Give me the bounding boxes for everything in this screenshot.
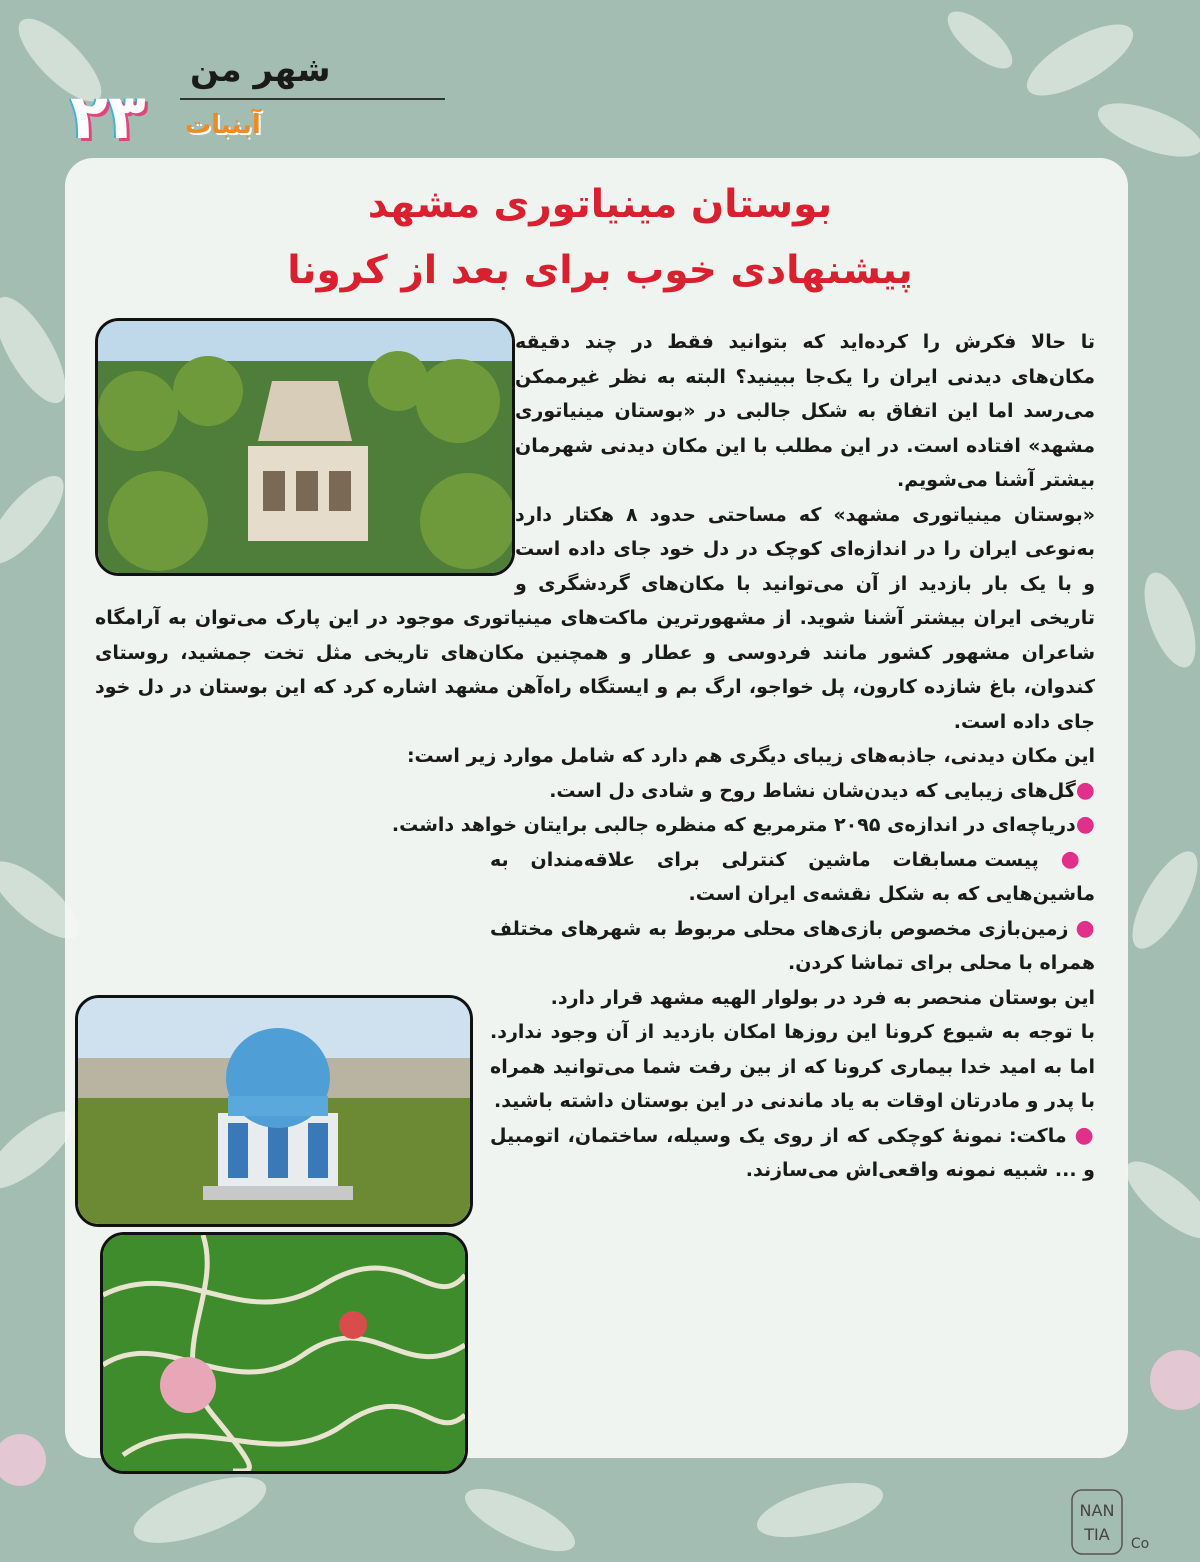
photo-1-space [95,325,515,600]
intro-paragraph: تا حالا فکرش را کرده‌اید که بتوانید فقط در چند دقیقه مکان‌های دیدنی ایران را یک‌جا ببینید؟ البته به نظر غیرممکن می‌رسد اما این اتفاق به شکل جالبی در «بوستان مینیاتوری مشهد» افتاده است. در این مطلب با این مکان دیدنی شهرمان بیشتر آشنا می‌شویم. [515,331,1095,491]
article-body [95,325,1095,1403]
page-header [30,40,450,160]
attraction-item: ●گل‌های زیبایی که دیدن‌شان نشاط روح و شادی دل است. [549,777,1095,803]
section-title: شهر من [190,50,331,90]
attraction-item: ● زمین‌بازی مخصوص بازی‌های محلی مربوط به شهرهای مختلف همراه با محلی برای تماشا کردن. [490,915,1095,974]
svg-text:NAN: NAN [1079,1501,1115,1520]
glossary-note: ● ماکت: نمونهٔ کوچکی که از روی یک وسیله، ساختمان، اتومبیل و ... شبیه نمونه واقعی‌اش می‌سازند. [490,1122,1095,1181]
header-divider [180,98,445,100]
attraction-item: ● پیست مسابقات ماشین کنترلی برای علاقه‌مندان به ماشین‌هایی که به شکل نقشه‌ی ایران است. [490,846,1095,905]
photo-3-space [95,1143,490,1403]
page-number: ۲۳ [70,80,146,153]
attractions-intro: این مکان دیدنی، جاذبه‌های زیبای دیگری هم دارد که شامل موارد زیر است: [406,745,1095,767]
location-paragraph: این بوستان منحصر به فرد در بولوار الهیه مشهد قرار دارد. [550,986,1095,1009]
svg-text:TIA: TIA [1084,1525,1110,1544]
photo-2-space [95,883,490,1143]
attraction-item: ●دریاچه‌ای در اندازه‌ی ۲۰۹۵ مترمربع که منظره جالبی برایتان خواهد داشت. [391,812,1095,837]
magazine-logo: آبنبات [185,110,261,140]
closing-paragraph: با توجه به شیوع کرونا این روزها امکان بازدید از آن وجود ندارد. اما به امید خدا بیماری کرونا که از بین رفت شما می‌توانید همراه با پدر و مادرتان اوقات به یاد ماندنی در این بوستان داشته باشید. [490,1021,1095,1112]
artist-signature [1070,1488,1160,1558]
park-description-paragraph: «بوستان مینیاتوری مشهد» که مساحتی حدود ۸ هکتار دارد به‌نوعی ایران را در اندازه‌ای کوچک در دل خود جای داده است و با یک بار بازدید از آن می‌توانید با مکان‌های گردشگری و تاریخی ایران بیشتر آشنا شوید. از مشهورترین ماکت‌های مینیاتوری موجود در این پارک می‌توان به آرامگاه شاعران مشهور کشور مانند فردوسی و عطار و همچنین مکان‌های تاریخی مثل تخت جمشید، روستای کندوان، باغ شازده کارون، پل خواجو، ارگ بم و ایستگاه راه‌آهن مشهد اشاره کرد که این بوستان در دل خود جای داده است. [95,503,1095,733]
article-title [0,172,1200,304]
title-line-1: بوستان مینیاتوری مشهد [367,182,833,227]
svg-text:Co: Co [1130,1536,1150,1552]
title-line-2: پیشنهادی خوب برای بعد از کرونا [287,248,913,293]
